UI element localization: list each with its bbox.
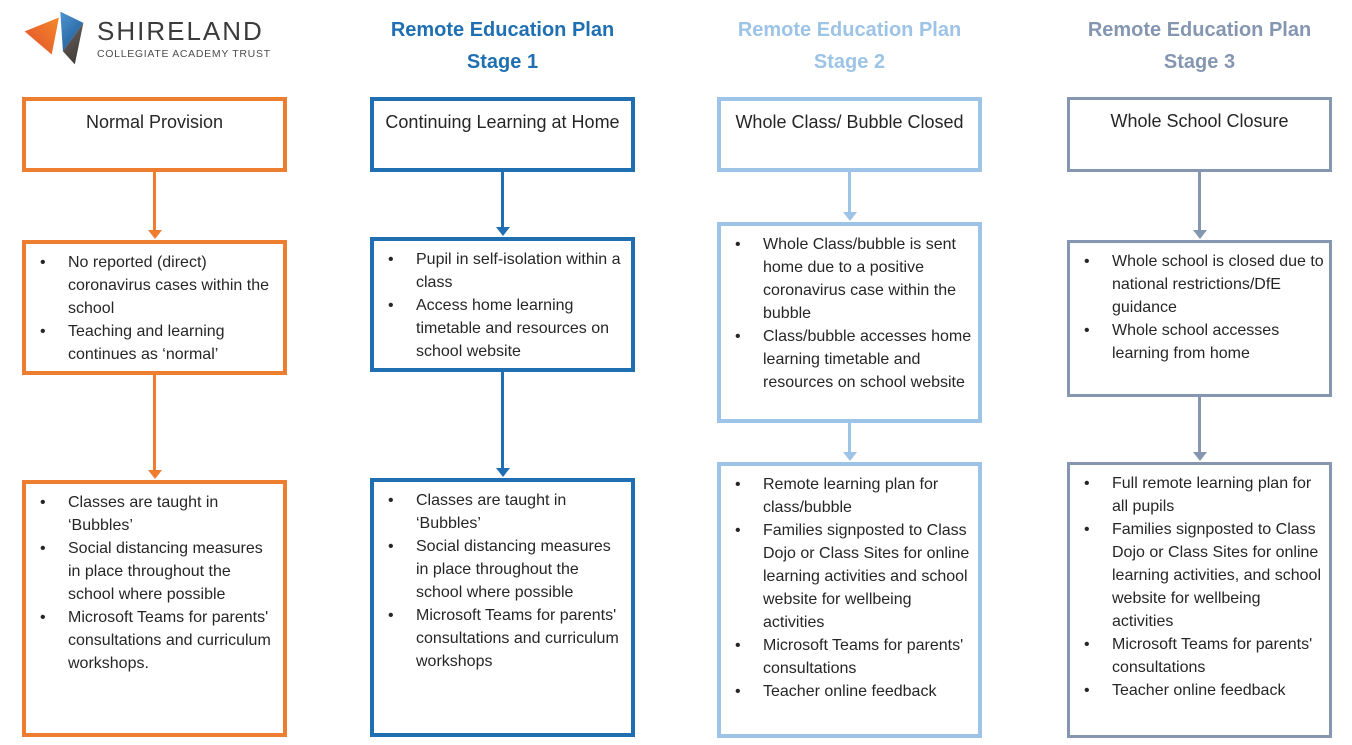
bullet-list [26,491,279,675]
title-box-stage-3 [1067,97,1332,172]
column-stage-1 [370,0,635,745]
stage-1-header [370,14,635,78]
bullet-item: • Microsoft Teams for parents' consultations and curriculum workshops. [26,606,279,675]
bullet-item: • Whole school accesses learning from home [1070,319,1325,365]
bullet-list [374,489,627,673]
logo-name: SHIRELAND [97,16,264,46]
bullet-item: • Access home learning timetable and resources on school website [374,294,627,363]
bullet-item: • Social distancing measures in place throughout the school where possible [26,537,279,606]
bullet-item: • Microsoft Teams for parents' consultations [1070,633,1325,679]
stage-box-normal-provision [22,240,287,375]
title-box-stage-2 [717,97,982,172]
arrow-down-icon [153,375,156,471]
bullet-list [1070,472,1325,702]
bullet-list [26,251,279,366]
bullet-item: • Teacher online feedback [721,680,974,703]
logo-mark-icon [22,4,88,72]
bullet-item: • Pupil in self-isolation within a class [374,248,627,294]
title-text: Whole School Closure [1110,111,1289,131]
bullet-item: • Microsoft Teams for parents' consultations [721,634,974,680]
bullet-item: • No reported (direct) coronavirus cases within the school [26,251,279,320]
title-text: Whole Class/ Bubble Closed [735,112,964,132]
bullet-item: • Teaching and learning continues as ‘normal’ [26,320,279,366]
header-line-2: Stage 2 [813,51,886,73]
title-box-stage-1 [370,97,635,172]
arrow-down-icon [153,172,156,231]
arrow-down-icon [501,372,504,469]
detail-box-stage-2 [717,462,982,738]
column-stage-3 [1067,0,1332,745]
detail-box-normal-provision [22,480,287,737]
title-box-normal-provision [22,97,287,172]
bullet-item: • Families signposted to Class Dojo or Class Sites for online learning activities and school website for wellbeing activities [721,519,974,634]
stage-box-stage-1 [370,237,635,372]
stage-3-header [1067,14,1332,78]
bullet-item: • Classes are taught in ‘Bubbles’ [26,491,279,537]
bullet-list [721,233,974,394]
bullet-item: • Whole school is closed due to national restrictions/DfE guidance [1070,250,1325,319]
arrow-down-icon [848,423,851,453]
stage-2-header [717,14,982,78]
bullet-item: • Teacher online feedback [1070,679,1325,702]
bullet-item: • Remote learning plan for class/bubble [721,473,974,519]
logo-subtitle: COLLEGIATE ACADEMY TRUST [97,48,271,60]
detail-box-stage-1 [370,478,635,737]
column-stage-2 [717,0,982,745]
title-text: Normal Provision [85,112,224,132]
arrow-down-icon [501,172,504,228]
bullet-item: • Full remote learning plan for all pupils [1070,472,1325,518]
bullet-item: • Microsoft Teams for parents' consultations and curriculum workshops [374,604,627,673]
bullet-item: • Families signposted to Class Dojo or Class Sites for online learning activities, and school website for wellbeing activities [1070,518,1325,633]
arrow-down-icon [1198,397,1201,453]
arrow-down-icon [848,172,851,213]
column-normal-provision [22,0,287,745]
bullet-item: • Classes are taught in ‘Bubbles’ [374,489,627,535]
header-line-1: Remote Education Plan [390,19,615,41]
bullet-list [374,248,627,363]
bullet-list [721,473,974,703]
header-line-2: Stage 3 [1163,51,1236,73]
header-line-1: Remote Education Plan [1087,19,1312,41]
logo-text [97,16,271,60]
header-line-1: Remote Education Plan [737,19,962,41]
header-line-2: Stage 1 [466,51,539,73]
title-text: Continuing Learning at Home [385,112,620,132]
stage-box-stage-3 [1067,240,1332,397]
arrow-down-icon [1198,172,1201,231]
stage-box-stage-2 [717,222,982,423]
bullet-list [1070,250,1325,365]
bullet-item: • Whole Class/bubble is sent home due to a positive coronavirus case within the bubble [721,233,974,325]
shireland-logo [22,4,312,72]
bullet-item: • Class/bubble accesses home learning timetable and resources on school website [721,325,974,394]
bullet-item: • Social distancing measures in place throughout the school where possible [374,535,627,604]
detail-box-stage-3 [1067,462,1332,738]
